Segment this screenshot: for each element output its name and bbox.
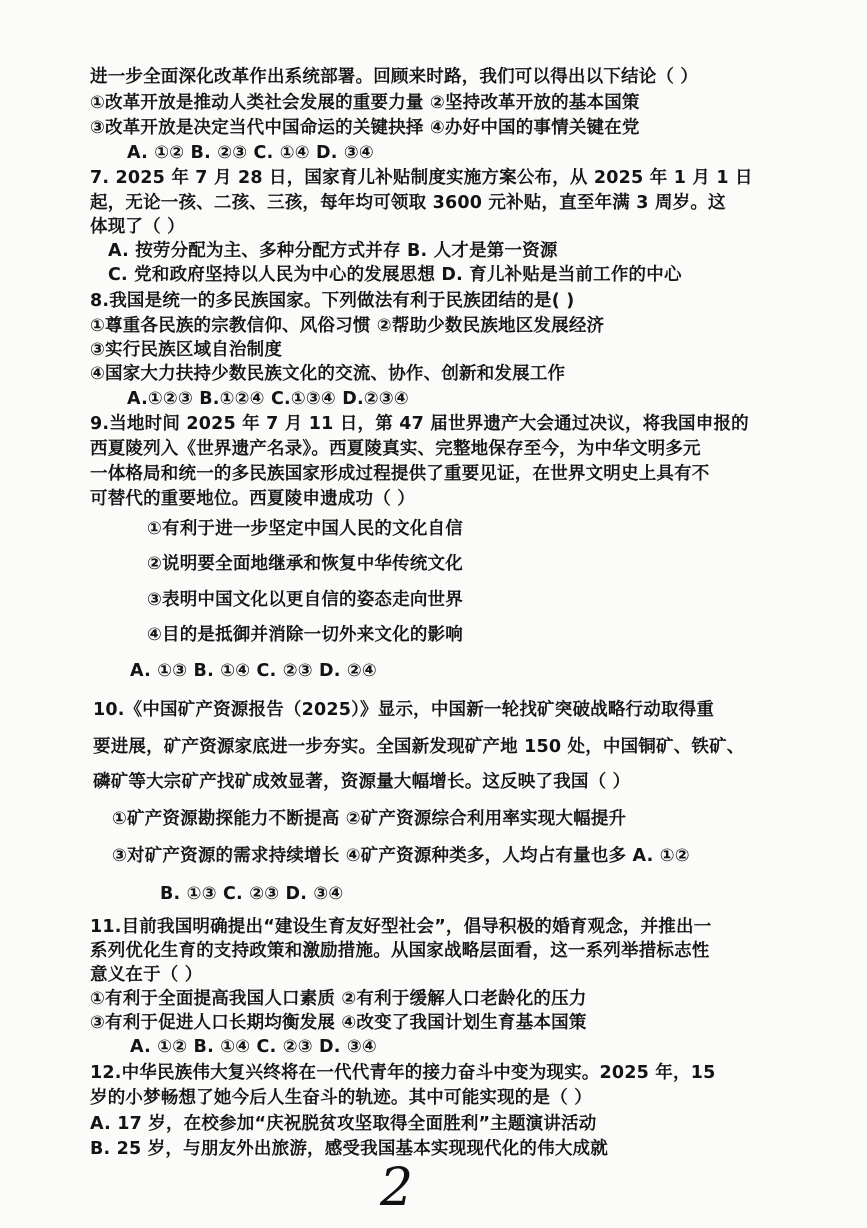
text-line: 要进展，矿产资源家底进一步夯实。全国新发现矿产地 150 处，中国铜矿、铁矿、: [93, 737, 745, 757]
text-line: 岁的小梦畅想了她今后人生奋斗的轨迹。其中可能实现的是（ ）: [90, 1088, 592, 1108]
statement-line: ③有利于促进人口长期均衡发展 ④改变了我国计划生育基本国策: [90, 1013, 587, 1033]
text-line: 体现了（ ）: [90, 217, 185, 237]
option-line: A. ①③ B. ①④ C. ②③ D. ②④: [130, 661, 377, 681]
statement-line: ③表明中国文化以更自信的姿态走向世界: [147, 590, 463, 610]
text-line: ③改革开放是决定当代中国命运的关键抉择 ④办好中国的事情关键在党: [90, 118, 640, 138]
option-line: B. ①③ C. ②③ D. ③④: [160, 884, 344, 904]
text-line: ④国家大力扶持少数民族文化的交流、协作、创新和发展工作: [90, 364, 566, 384]
text-line: ③实行民族区域自治制度: [90, 340, 283, 360]
statement-line: ④目的是抵御并消除一切外来文化的影响: [147, 625, 463, 645]
option-line: A. 按劳分配为主、多种分配方式并存 B. 人才是第一资源: [108, 241, 558, 261]
option-line: A. ①② B. ①④ C. ②③ D. ③④: [130, 1037, 377, 1057]
statement-line: ①有利于全面提高我国人口素质 ②有利于缓解人口老龄化的压力: [90, 989, 587, 1009]
text-line: 西夏陵列入《世界遗产名录》。西夏陵真实、完整地保存至今，为中华文明多元: [90, 439, 701, 459]
statement-line: ①有利于进一步坚定中国人民的文化自信: [147, 519, 463, 539]
statement-line: ③对矿产资源的需求持续增长 ④矿产资源种类多，人均占有量也多 A. ①②: [112, 846, 690, 866]
question-9: 9.当地时间 2025 年 7 月 11 日，第 47 届世界遗产大会通过决议，将我国申报的: [90, 414, 749, 434]
option-line: B. 25 岁，与朋友外出旅游，感受我国基本实现现代化的伟大成就: [90, 1139, 608, 1159]
statement-line: ②说明要全面地继承和恢复中华传统文化: [147, 554, 463, 574]
question-8: 8.我国是统一的多民族国家。下列做法有利于民族团结的是( ): [90, 291, 575, 311]
text-line: 进一步全面深化改革作出系统部署。回顾来时路，我们可以得出以下结论（ ）: [90, 67, 699, 87]
text-line: 系列优化生育的支持政策和激励措施。从国家战略层面看，这一系列举措标志性: [90, 941, 710, 961]
question-10: 10.《中国矿产资源报告（2025）》显示，中国新一轮找矿突破战略行动取得重: [93, 700, 715, 720]
text-line: 可替代的重要地位。西夏陵申遗成功（ ）: [90, 489, 415, 509]
text-line: 起，无论一孩、二孩、三孩，每年均可领取 3600 元补贴，直至年满 3 周岁。这: [90, 193, 726, 213]
option-line: A. 17 岁，在校参加“庆祝脱贫攻坚取得全面胜利”主题演讲活动: [90, 1114, 597, 1134]
option-line: A.①②③ B.①②④ C.①③④ D.②③④: [127, 389, 409, 409]
page-number: 2: [380, 1158, 414, 1218]
text-line: 磷矿等大宗矿产找矿成效显著，资源量大幅增长。这反映了我国（ ）: [93, 772, 631, 792]
option-line: C. 党和政府坚持以人民为中心的发展思想 D. 育儿补贴是当前工作的中心: [108, 265, 682, 285]
text-line: A. ①② B. ②③ C. ①④ D. ③④: [127, 143, 374, 163]
text-line: 意义在于（ ）: [90, 965, 203, 985]
question-11: 11.目前我国明确提出“建设生育友好型社会”，倡导积极的婚育观念，并推出一: [90, 917, 712, 937]
text-line: ①改革开放是推动人类社会发展的重要力量 ②坚持改革开放的基本国策: [90, 93, 640, 113]
statement-line: ①矿产资源勘探能力不断提高 ②矿产资源综合利用率实现大幅提升: [112, 809, 627, 829]
question-7: 7. 2025 年 7 月 28 日，国家育儿补贴制度实施方案公布，从 2025 年 1 月 1 日: [90, 168, 753, 188]
question-12: 12.中华民族伟大复兴终将在一代代青年的接力奋斗中变为现实。2025 年，15: [90, 1063, 716, 1083]
text-line: ①尊重各民族的宗教信仰、风俗习惯 ②帮助少数民族地区发展经济: [90, 316, 605, 336]
text-line: 一体格局和统一的多民族国家形成过程提供了重要见证，在世界文明史上具有不: [90, 464, 710, 484]
